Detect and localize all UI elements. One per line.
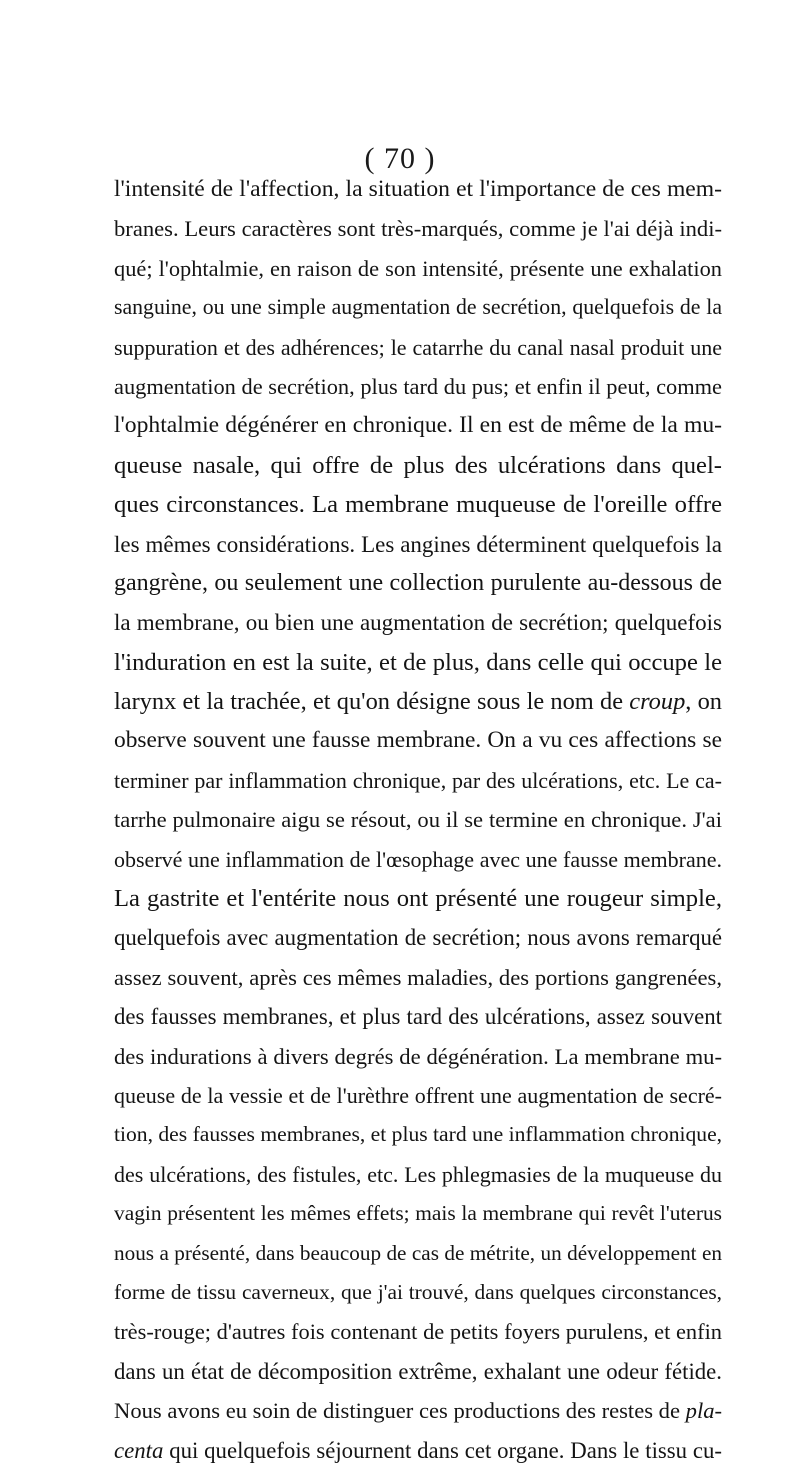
text-line-content: tarrhe pulmonaire aigu se résout, ou il se termine en chronique. J'ai: [114, 807, 722, 833]
text-line-content: tion, des fausses membranes, et plus tard une inflammation chronique,: [114, 1122, 723, 1147]
text-segment: , on: [685, 688, 722, 716]
text-line: [114, 328, 722, 367]
text-line-content: branes. Leurs caractères sont très-marqués, comme je l'ai déjà indi-: [114, 216, 722, 242]
text-line-content: augmentation de secrétion, plus tard du pus; et enfin il peut, comme: [114, 373, 722, 399]
text-line-content: quelquefois avec augmentation de secrétion; nous avons remarqué: [114, 925, 722, 951]
text-line: [114, 603, 722, 642]
italic-term: croup: [629, 688, 686, 716]
text-line-content: observe souvent une fausse membrane. On a vu ces affections se: [114, 727, 722, 754]
italic-term: pla-: [685, 1398, 723, 1424]
text-line-content: terminer par inflammation chronique, par des ulcérations, etc. Le ca-: [114, 767, 722, 793]
text-line-content: nous a présenté, dans beaucoup de cas de métrite, un développement en: [114, 1240, 722, 1265]
text-line: [114, 643, 722, 682]
text-line-content: les mêmes considérations. Les angines déterminent quelquefois la: [114, 531, 722, 557]
text-line-content: très-rouge; d'autres fois contenant de petits foyers purulens, et enfin: [114, 1319, 722, 1345]
text-segment: larynx et la trachée, et qu'on désigne sous le nom de: [114, 688, 630, 716]
text-line-content: des ulcérations, des fistules, etc. Les phlegmasies de la muqueuse du: [114, 1161, 722, 1187]
text-line: [114, 682, 722, 721]
text-line: [114, 170, 722, 209]
text-line-content: des indurations à divers degrés de dégénération. La membrane mu-: [114, 1043, 722, 1069]
text-line-content: l'ophtalmie dégénérer en chronique. Il en est de même de la mu-: [114, 412, 722, 439]
body-text: [114, 170, 722, 1470]
text-line-content: forme de tissu caverneux, que j'ai trouvé, dans quelques circonstances,: [114, 1279, 722, 1304]
text-line-content: sanguine, ou une simple augmentation de secrétion, quelquefois de la: [114, 295, 722, 320]
text-line: [114, 1115, 722, 1154]
page-number: ( 70 ): [364, 142, 436, 175]
text-segment: qui quelquefois séjournent dans cet organe. Dans le tissu cu-: [163, 1437, 722, 1463]
text-line: [114, 721, 722, 760]
text-line: [114, 209, 722, 248]
text-line: [114, 1431, 722, 1470]
text-line: [114, 367, 722, 406]
text-line: [114, 564, 722, 603]
text-line-content: des fausses membranes, et plus tard des ulcérations, assez souvent: [114, 1004, 722, 1030]
italic-term: centa: [114, 1437, 164, 1463]
text-segment: Nous avons eu soin de distinguer ces productions des restes de: [114, 1398, 686, 1424]
text-line-content: queuse de la vessie et de l'urèthre offrent une augmentation de secré-: [114, 1082, 722, 1108]
text-line: [114, 1194, 722, 1233]
text-line: [114, 1391, 722, 1430]
text-line-content: l'induration en est la suite, et de plus, dans celle qui occupe le: [114, 648, 722, 676]
text-line-content: la membrane, ou bien une augmentation de secrétion; quelquefois: [114, 610, 722, 636]
text-line: [114, 958, 722, 997]
text-line-content: La gastrite et l'entérite nous ont présenté une rougeur simple,: [114, 885, 722, 913]
text-line-content: gangrène, ou seulement une collection purulente au-dessous de: [114, 569, 722, 596]
text-line-content: suppuration et des adhérences; le catarrhe du canal nasal produit une: [114, 334, 722, 360]
text-line: [114, 879, 722, 918]
text-line-content: assez souvent, après ces mêmes maladies, des portions gangrenées,: [114, 964, 722, 990]
text-line: [114, 997, 722, 1036]
text-line-content: queuse nasale, qui offre de plus des ulcérations dans quel-: [114, 451, 722, 479]
text-line-content: vagin présentent les mêmes effets; mais la membrane qui revêt l'uterus: [114, 1201, 722, 1226]
text-line: [114, 761, 722, 800]
text-line: [114, 1155, 722, 1194]
text-line: [114, 446, 722, 485]
text-line-content: dans un état de décomposition extrême, exhalant une odeur fétide.: [114, 1358, 722, 1384]
text-line: [114, 525, 722, 564]
text-line: [114, 249, 722, 288]
text-line: [114, 1076, 722, 1115]
text-line-content: l'intensité de l'affection, la situation et l'importance de ces mem-: [114, 176, 722, 202]
text-line: [114, 840, 722, 879]
text-line: [114, 406, 722, 445]
text-line: [114, 1273, 722, 1312]
text-line-content: qué; l'ophtalmie, en raison de son intensité, présente une exhalation: [114, 255, 722, 281]
text-line: [114, 918, 722, 957]
text-line: [114, 1352, 722, 1391]
text-line: [114, 1037, 722, 1076]
text-line: [114, 1312, 722, 1351]
text-line: [114, 1234, 722, 1273]
text-line: [114, 800, 722, 839]
text-line: [114, 288, 722, 327]
text-line-content: ques circonstances. La membrane muqueuse de l'oreille offre: [114, 491, 722, 519]
text-line-content: observé une inflammation de l'œsophage avec une fausse membrane.: [114, 846, 722, 872]
text-line: [114, 485, 722, 524]
